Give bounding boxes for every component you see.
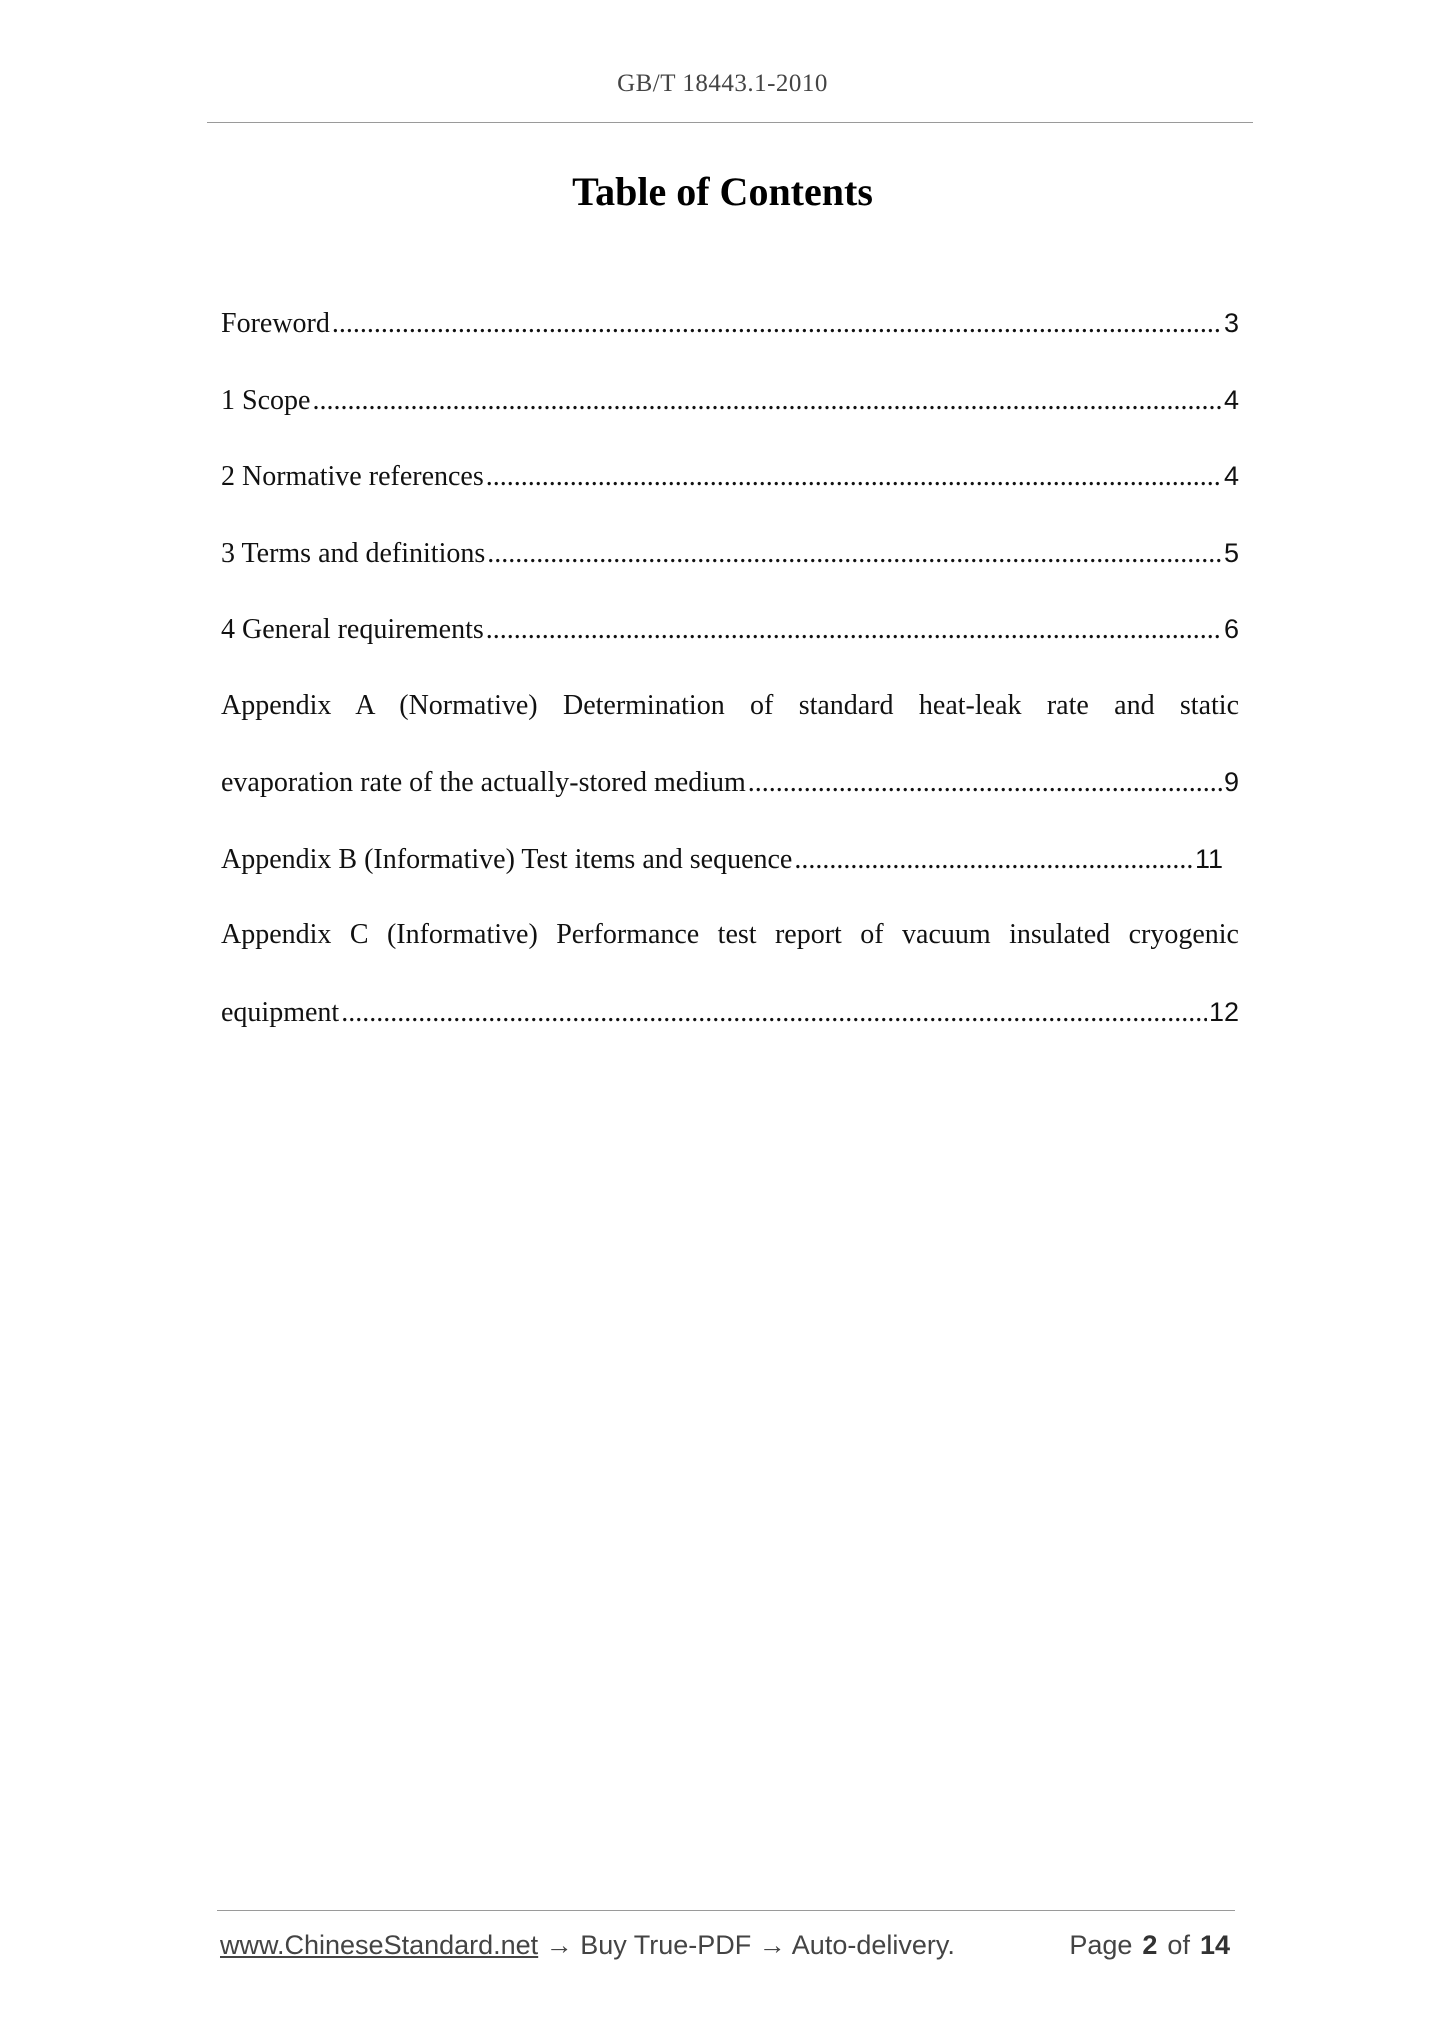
toc-page-number: 4 — [1223, 384, 1239, 415]
toc-page-number: 4 — [1223, 461, 1239, 491]
toc-entry-text: 2 Normative references — [221, 461, 484, 492]
toc-page-number: 12 — [1208, 996, 1239, 1027]
toc-leader-dots — [332, 286, 1222, 362]
buy-pdf-link[interactable]: Buy True-PDF — [580, 1930, 752, 1960]
toc-entry-text: Foreword — [221, 308, 330, 339]
header-divider — [207, 122, 1253, 123]
current-page-number: 2 — [1142, 1930, 1158, 1960]
toc-entry-foreword[interactable] — [221, 285, 1239, 362]
toc-leader-dots — [486, 439, 1222, 515]
footer-divider — [217, 1910, 1235, 1911]
auto-delivery-text: Auto-delivery. — [791, 1930, 955, 1960]
toc-entry-text: evaporation rate of the actually-stored medium — [221, 767, 746, 798]
total-pages-number: 14 — [1199, 1930, 1230, 1960]
footer-promo — [220, 1930, 955, 1961]
toc-entry-terms-and-definitions[interactable] — [221, 515, 1239, 592]
page-title: Table of Contents — [572, 169, 873, 214]
toc-leader-dots — [486, 592, 1222, 668]
toc-page-number: 9 — [1223, 767, 1239, 797]
toc-entry-appendix-b[interactable] — [221, 821, 1223, 898]
toc-leader-dots — [748, 745, 1222, 821]
arrow-right-icon: → — [545, 1930, 573, 1960]
toc-entry-appendix-a[interactable] — [221, 668, 1239, 821]
toc-leader-dots — [487, 516, 1222, 592]
toc-entry-scope[interactable] — [221, 362, 1239, 439]
toc-entry-text: 1 Scope — [221, 384, 311, 416]
toc-page-number: 6 — [1223, 614, 1239, 644]
arrow-right-icon: → — [758, 1930, 786, 1960]
of-label: of — [1167, 1930, 1190, 1960]
toc-page-number: 11 — [1194, 843, 1223, 874]
toc-entry-line2 — [221, 744, 1239, 821]
table-of-contents — [221, 285, 1239, 1050]
website-link[interactable]: www.ChineseStandard.net — [220, 1930, 539, 1960]
toc-page-number: 3 — [1223, 308, 1239, 338]
page-label: Page — [1069, 1930, 1133, 1960]
toc-entry-text-line1: Appendix C (Informative) Performance test report of vacuum insulated cryogenic — [221, 919, 1239, 950]
toc-entry-text: equipment — [221, 996, 340, 1028]
toc-entry-text: Appendix B (Informative) Test items and sequence — [221, 843, 793, 875]
toc-entry-line2 — [221, 974, 1239, 1051]
toc-leader-dots — [341, 975, 1207, 1051]
toc-entry-appendix-c[interactable] — [221, 897, 1239, 1050]
toc-leader-dots — [794, 822, 1193, 898]
document-code-header: GB/T 18443.1-2010 — [617, 70, 828, 97]
page-indicator — [1069, 1930, 1230, 1961]
toc-entry-general-requirements[interactable] — [221, 591, 1239, 668]
toc-entry-text: 3 Terms and definitions — [221, 537, 486, 569]
toc-page-number: 5 — [1223, 537, 1239, 568]
toc-entry-text: 4 General requirements — [221, 614, 484, 645]
toc-entry-normative-references[interactable] — [221, 438, 1239, 515]
toc-leader-dots — [312, 363, 1222, 439]
toc-entry-text-line1: Appendix A (Normative) Determination of standard heat-leak rate and static — [221, 689, 1239, 721]
